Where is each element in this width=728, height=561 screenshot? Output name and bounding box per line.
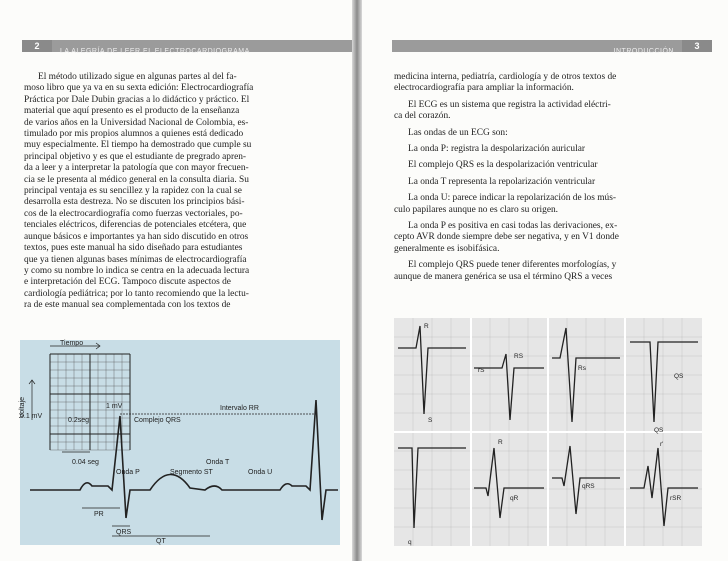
- ecg-diagram: [20, 340, 340, 545]
- text-line: cepto AVR donde siempre debe ser negativa, y en V1 donde: [394, 232, 619, 243]
- text-line: cardiología pediátrica; por lo tanto recomiendo que la lectu-: [24, 288, 249, 299]
- label-1mv: 1 mV: [106, 403, 123, 410]
- label-s-1: S: [428, 417, 433, 424]
- label-rs: RS: [514, 353, 524, 360]
- label-qrs: QRS: [116, 529, 132, 536]
- label-intervalo-rr: Intervalo RR: [220, 405, 259, 412]
- label-qt: QT: [156, 538, 166, 545]
- running-title: INTRODUCCIÓN: [613, 48, 674, 55]
- text-line: La onda U: parece indicar la repolarización de los mús-: [408, 193, 616, 204]
- text-line: muy especialmente. El tiempo ha demostrado que cumple su: [24, 140, 252, 151]
- text-line: textos, pues este manual ha sido diseñado para estudiantes: [24, 243, 243, 254]
- label-0-2-seg: 0.2seg: [68, 417, 90, 424]
- label-qs-bottom: QS: [654, 427, 664, 434]
- label-0-04-seg: 0.04 seg: [72, 459, 99, 466]
- label-rs2: Rs: [578, 365, 586, 372]
- label-rs-small: rS: [478, 367, 485, 374]
- book-spine: [352, 0, 362, 561]
- label-onda-p: Onda P: [116, 469, 140, 476]
- text-line: e interpretación del ECG. Tampoco discute aspectos de: [24, 277, 231, 288]
- text-line: timulado por mis propios alumnos a quienes está dedicado: [24, 129, 244, 140]
- body-paragraph: [24, 72, 336, 312]
- running-title: LA ALEGRÍA DE LEER EL ELECTROCARDIOGRAMA: [60, 48, 250, 55]
- right-page-header: [392, 40, 712, 55]
- label-onda-t: Onda T: [206, 459, 230, 466]
- text-line: electrocardiografía para ampliar la información.: [394, 83, 574, 94]
- qrs-trace-rsr: [630, 448, 698, 526]
- text-line: Las ondas de un ECG son:: [408, 127, 508, 138]
- label-tiempo: Tiempo: [60, 340, 84, 347]
- text-line: ra de este manual sea complementada con los textos de: [24, 300, 231, 311]
- label-onda-u: Onda U: [248, 469, 273, 476]
- text-line: aunque de manera genérica se usa el término QRS a veces: [394, 271, 613, 282]
- text-line: cia se le presenta al médico general en la consulta diaria. Su: [24, 174, 249, 185]
- label-q-1: q: [408, 539, 412, 546]
- label-pr: PR: [94, 511, 104, 518]
- text-line: cos de la electrocardiografía como fuerzas vectoriales, po-: [24, 208, 243, 219]
- left-page-header: [22, 40, 366, 55]
- text-line: moso libro que ya va en su sexta edición: Electrocardiografía: [24, 83, 254, 94]
- text-line: que ya tienen algunas bases mínimas de electrocardiografía: [24, 254, 247, 265]
- qrs-morphologies-figure: [394, 318, 702, 546]
- header-bar: [52, 40, 366, 55]
- label-voltaje: Voltaje: [19, 396, 26, 418]
- label-r-1: R: [424, 323, 429, 330]
- right-body-text: [394, 72, 700, 283]
- text-line: La onda P es positiva en casi todas las derivaciones, ex-: [408, 221, 618, 232]
- text-line: La onda P: registra la despolarización auricular: [408, 144, 586, 155]
- label-segmento-st: Segmento ST: [170, 469, 213, 476]
- text-line: El complejo QRS es la despolarización ventricular: [408, 160, 598, 171]
- text-line: El ECG es un sistema que registra la actividad eléctri-: [408, 99, 611, 110]
- text-line: El complejo QRS puede tener diferentes morfologías, y: [408, 260, 617, 271]
- text-line: tenciales eléctricos, diferencias de potenciales etcétera, que: [24, 220, 247, 231]
- text-line: generalmente es isobifásica.: [394, 243, 500, 254]
- label-0-1-mv: 0.1 mV: [20, 413, 43, 420]
- text-line: material que aquí presento es el producto de la enseñanza: [24, 106, 240, 117]
- qrs-grid: [394, 318, 702, 546]
- text-line: ca del corazón.: [394, 111, 451, 122]
- text-line: de varios años en la Universidad Nacional de Colombia, es-: [24, 117, 249, 128]
- text-line: culo papilares aunque no es claro su origen.: [394, 204, 559, 215]
- label-qs: QS: [674, 373, 684, 380]
- text-line: da a leer y a interpretar la patología que con mayor frecuen-: [24, 163, 249, 174]
- text-line: principal ventaja es su sencillez y la rapidez con la cual se: [24, 186, 242, 197]
- text-line: principal objetivo y es que el estudiante de pregrado apren-: [24, 151, 247, 162]
- label-complejo-qrs: Complejo QRS: [134, 417, 181, 424]
- text-line: El método utilizado sigue en algunas partes al del fa-: [38, 72, 237, 82]
- header-bar: [392, 40, 682, 55]
- text-line: Práctica por Dale Dubin gracias a lo didáctico y práctico. El: [24, 94, 250, 105]
- label-qr: qR: [510, 495, 519, 502]
- left-page: [0, 0, 352, 561]
- label-rsr: rSR: [670, 495, 682, 502]
- page-number: 3: [682, 40, 712, 52]
- page-number: 2: [22, 40, 52, 52]
- label-qrs-morph: qRS: [582, 483, 595, 490]
- ecg-diagram-figure: [20, 340, 340, 545]
- text-line: La onda T representa la repolarización ventricular: [408, 176, 596, 187]
- text-line: aunque básicos e importantes ya han sido discutido en otros: [24, 231, 249, 242]
- text-line: medicina interna, pediatría, cardiología y de otros textos de: [394, 72, 617, 82]
- qrs-trace-qs: [630, 342, 698, 422]
- label-r-2: R: [498, 439, 503, 446]
- text-line: y como su nombre lo indica se centra en la adecuada lectura: [24, 265, 250, 276]
- text-line: desarrolla esta destreza. No se discuten los principios bási-: [24, 197, 245, 208]
- label-r-prime: r': [660, 441, 664, 448]
